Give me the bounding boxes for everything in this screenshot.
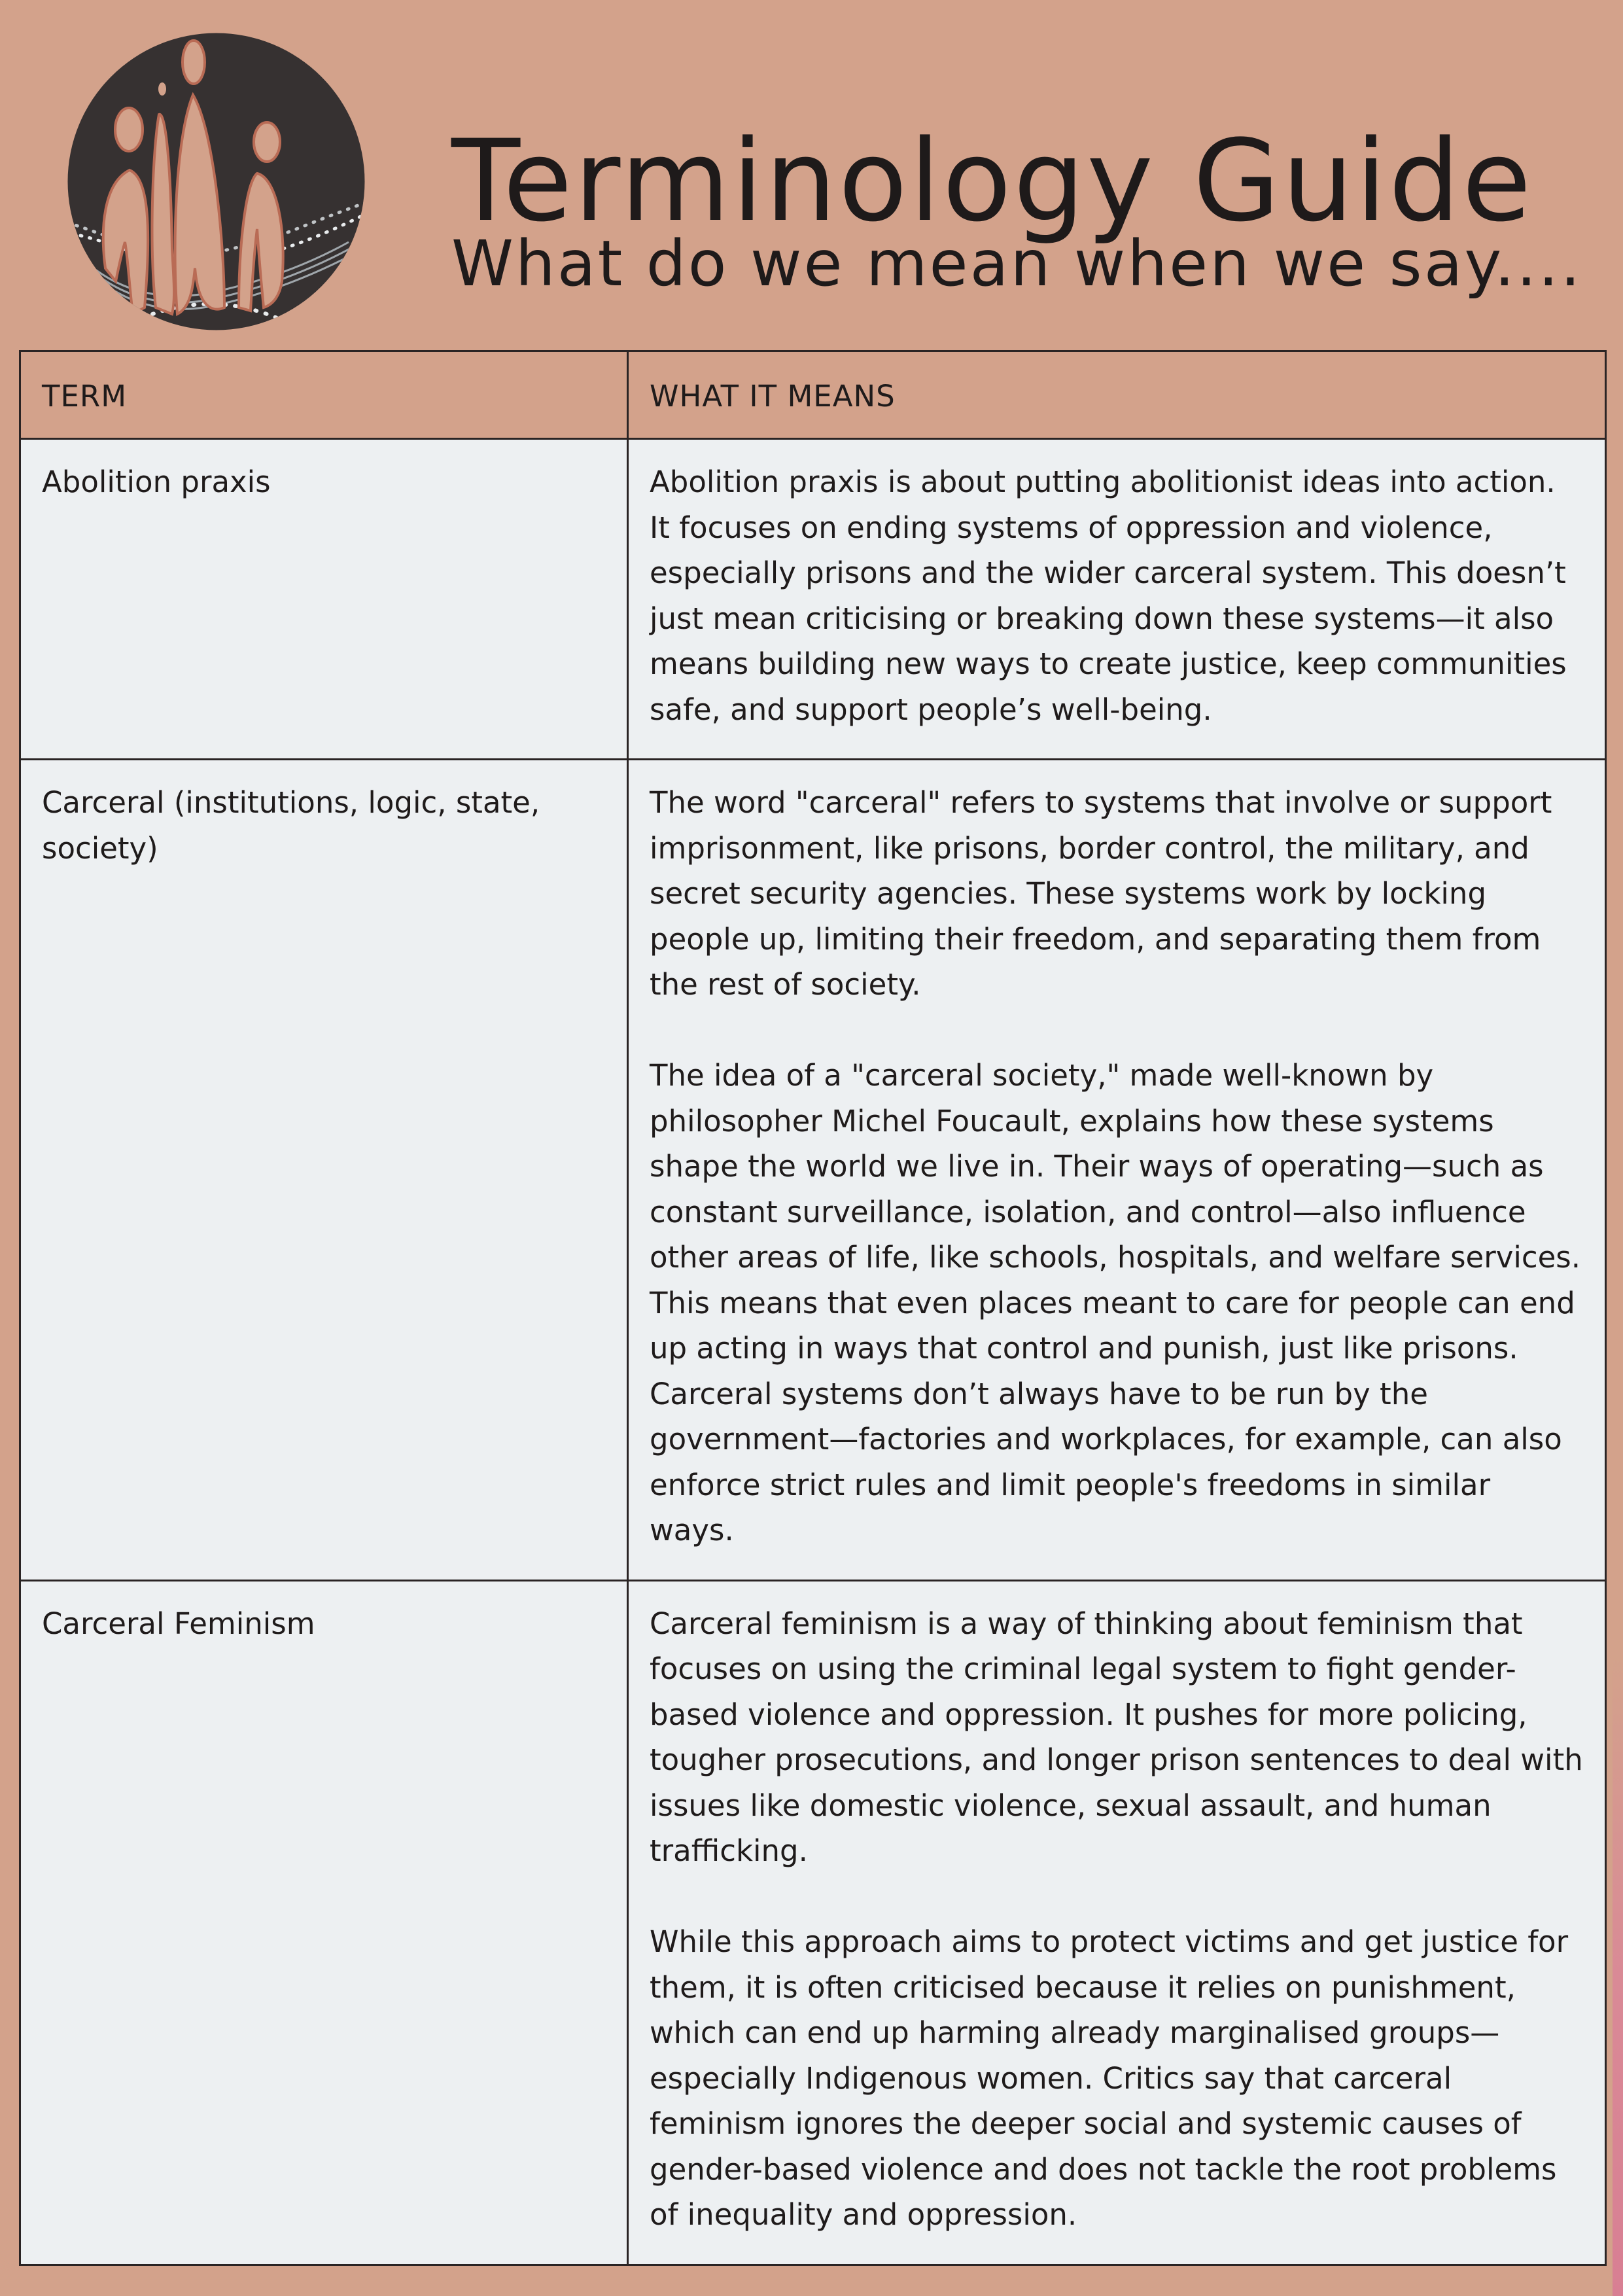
table-row [20, 439, 1606, 760]
terminology-table [19, 350, 1607, 2266]
page-title: Terminology Guide [451, 115, 1533, 247]
meaning-paragraph: While this approach aims to protect victims and get justice for them, it is often criticised because it relies on punishment, which can end up harming already marginalised groups—especially Indigenous women. Critics say that carceral feminism ignores the deeper social and systemic causes of gender-based violence and does not tackle the root problems of inequality and oppression. [650, 1924, 1569, 2232]
column-header-term: TERM [20, 351, 628, 439]
term-cell [20, 760, 628, 1581]
page-subtitle: What do we mean when we say.... [451, 227, 1582, 300]
column-header-meaning: WHAT IT MEANS [628, 351, 1606, 439]
term-label: Carceral (institutions, logic, state, society) [42, 785, 540, 866]
table-row [20, 1580, 1606, 2265]
meaning-cell [628, 1580, 1606, 2265]
meaning-paragraph: The word "carceral" refers to systems that involve or support imprisonment, like prisons, border control, the military, and secret security agencies. These systems work by locking people up, limiting their freedom, and separating them from the rest of society. [650, 785, 1552, 1002]
meaning-cell [628, 760, 1606, 1581]
table-row [20, 760, 1606, 1581]
aboriginal-art-figures-logo [67, 33, 365, 330]
meaning-cell [628, 439, 1606, 760]
table-header-row [20, 351, 1606, 439]
right-edge-accent [1613, 0, 1623, 2296]
meaning-paragraph: Carceral feminism is a way of thinking about feminism that focuses on using the criminal legal system to fight gender-based violence and oppression. It pushes for more policing, tougher prosecutions, and longer prison sentences to deal with issues like domestic violence, sexual assault, and human trafficking. [650, 1606, 1583, 1868]
term-cell [20, 1580, 628, 2265]
term-label: Abolition praxis [42, 465, 271, 499]
meaning-paragraph: Abolition praxis is about putting abolitionist ideas into action. It focuses on ending systems of oppression and violence, especially prisons and the wider carceral system. This doesn’t just mean criticising or breaking down these systems—it also means building new ways to create justice, keep communities safe, and support people’s well-being. [650, 465, 1567, 727]
term-label: Carceral Feminism [42, 1606, 315, 1641]
meaning-paragraph: The idea of a "carceral society," made well-known by philosopher Michel Foucault, explains how these systems shape the world we live in. Their ways of operating—such as constant surveillance, isolation, and control—also influence other areas of life, like schools, hospitals, and welfare services. This means that even places meant to care for people can end up acting in ways that control and punish, just like prisons. Carceral systems don’t always have to be run by the government—factories and workplaces, for example, can also enforce strict rules and limit people's freedoms in similar ways. [650, 1058, 1581, 1547]
term-cell [20, 439, 628, 760]
